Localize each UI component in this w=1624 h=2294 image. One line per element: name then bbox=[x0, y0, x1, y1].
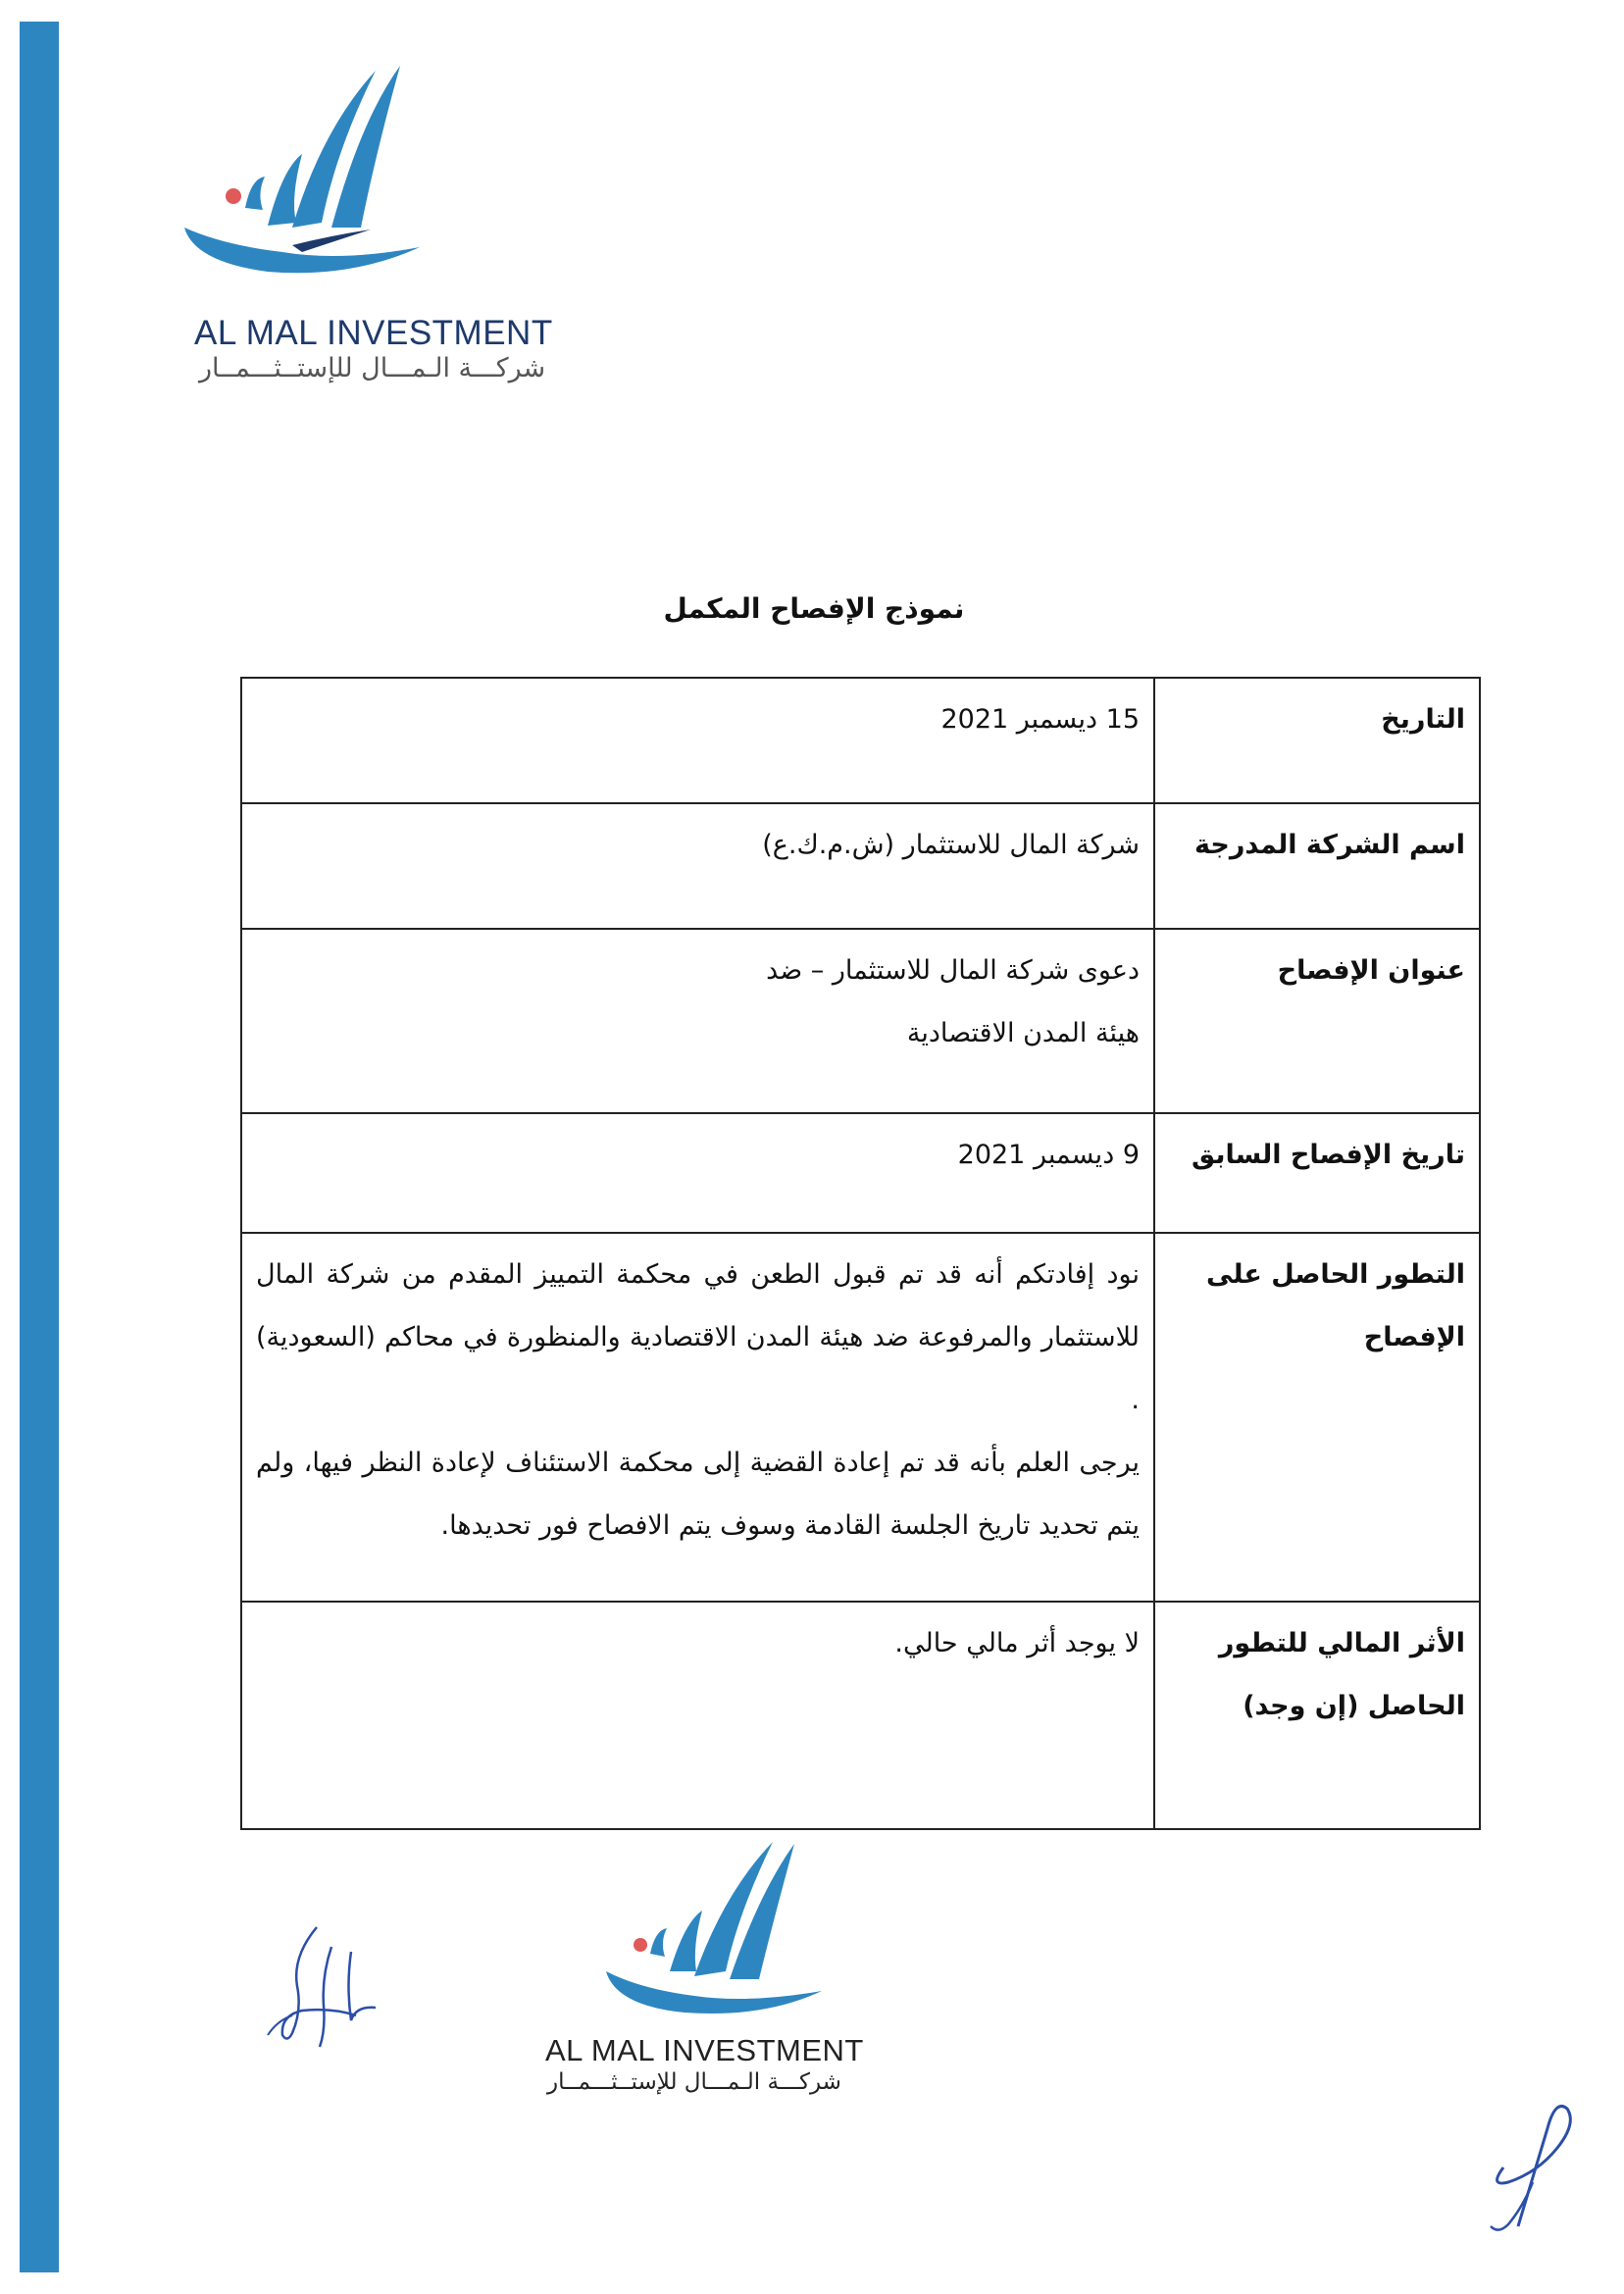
row-value-date: 15 ديسمبر 2021 bbox=[241, 678, 1154, 803]
stamp-text-en: AL MAL INVESTMENT bbox=[545, 2033, 864, 2067]
row-label-financial-impact: الأثر المالي للتطور الحاصل (إن وجد) bbox=[1154, 1602, 1480, 1829]
table-row bbox=[241, 1113, 1480, 1233]
row-value-prev-date: 9 ديسمبر 2021 bbox=[241, 1113, 1154, 1233]
side-color-bar bbox=[20, 22, 59, 2272]
stamp-text-ar: شركـــة الـمـــال للإستــثـــمــار bbox=[547, 2069, 841, 2095]
table-row bbox=[241, 1233, 1480, 1602]
table-row bbox=[241, 1602, 1480, 1829]
subject-line-2: هيئة المدن الاقتصادية bbox=[906, 1018, 1140, 1048]
disclosure-table bbox=[240, 677, 1481, 1830]
development-paragraph-2: يرجى العلم بأنه قد تم إعادة القضية إلى محكمة الاستئناف لإعادة النظر فيها، ولم يتم تحديد تاريخ الجلسة القادمة وسوف يتم الافصاح فور تحديدها. bbox=[256, 1448, 1140, 1541]
row-label-subject: عنوان الإفصاح bbox=[1154, 929, 1480, 1113]
row-label-prev-date: تاريخ الإفصاح السابق bbox=[1154, 1113, 1480, 1233]
table-row bbox=[241, 929, 1480, 1113]
logo-text-ar: شركـــة الـمـــال للإستــثـــمــار bbox=[199, 353, 546, 383]
logo-mark-icon bbox=[537, 1834, 871, 2040]
company-logo-header bbox=[175, 61, 553, 394]
logo-text-en: AL MAL INVESTMENT bbox=[194, 314, 553, 352]
row-label-date: التاريخ bbox=[1154, 678, 1480, 803]
row-value-financial-impact: لا يوجد أثر مالي حالي. bbox=[241, 1602, 1154, 1829]
row-label-development: التطور الحاصل على الإفصاح bbox=[1154, 1233, 1480, 1602]
row-value-development bbox=[241, 1233, 1154, 1602]
signature-left bbox=[263, 1917, 390, 2059]
row-value-subject bbox=[241, 929, 1154, 1113]
company-stamp bbox=[537, 1834, 871, 2118]
table-row bbox=[241, 678, 1480, 803]
development-paragraph-1: نود إفادتكم أنه قد تم قبول الطعن في محكمة التمييز المقدم من شركة المال للاستثمار والمرفوعة ضد هيئة المدن الاقتصادية والمنظورة في محاكم (السعودية) . bbox=[256, 1259, 1140, 1415]
signature-right bbox=[1479, 2089, 1587, 2240]
document-title: نموذج الإفصاح المكمل bbox=[663, 592, 965, 625]
table-row bbox=[241, 803, 1480, 929]
logo-mark-icon bbox=[175, 61, 518, 316]
signature-right-icon bbox=[1479, 2089, 1587, 2236]
row-value-company: شركة المال للاستثمار (ش.م.ك.ع) bbox=[241, 803, 1154, 929]
subject-line-1: دعوى شركة المال للاستثمار – ضد bbox=[766, 955, 1140, 986]
row-label-company: اسم الشركة المدرجة bbox=[1154, 803, 1480, 929]
signature-left-icon bbox=[263, 1917, 390, 2055]
